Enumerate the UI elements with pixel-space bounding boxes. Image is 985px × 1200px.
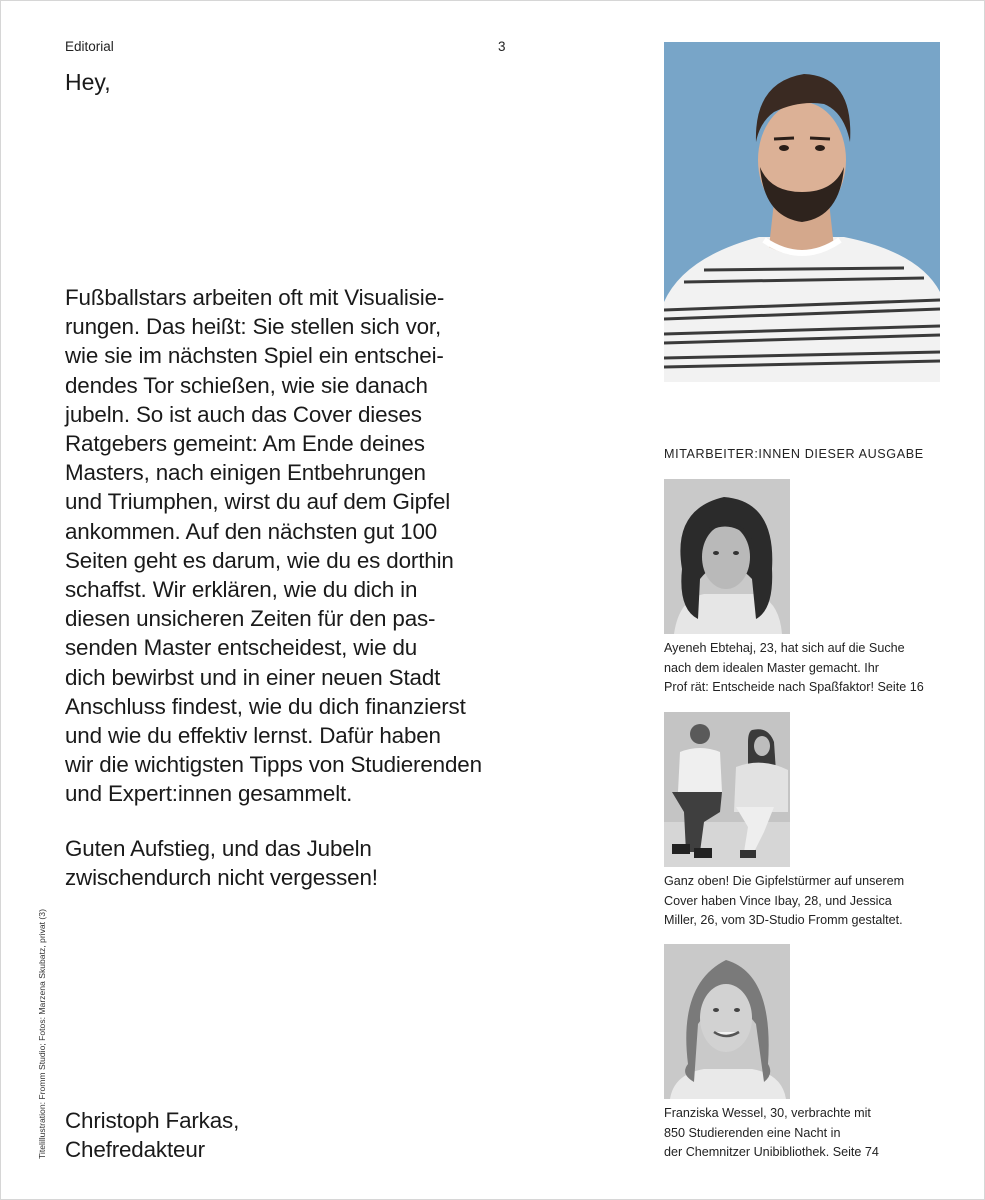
closing-line: Guten Aufstieg, und das Jubeln — [65, 836, 372, 861]
contributor-portrait-image — [664, 944, 790, 1099]
body-line: und Expert:innen gesammelt. — [65, 781, 353, 807]
body-line: schaffst. Wir erklären, wie du dich in — [65, 577, 418, 603]
body-line: jubeln. So ist auch das Cover dieses — [65, 401, 422, 427]
hero-photo — [664, 42, 940, 382]
closing-line: zwischendurch nicht vergessen! — [65, 865, 378, 891]
body-line: Anschluss findest, wie du dich finanzierst — [65, 693, 466, 719]
page-number: 3 — [498, 39, 506, 54]
body-line: Seiten geht es darum, wie du es dorthin — [65, 547, 454, 573]
signature — [65, 1106, 239, 1164]
caption-line: nach dem idealen Master gemacht. Ihr — [664, 660, 879, 675]
caption-line: 850 Studierenden eine Nacht in — [664, 1125, 841, 1140]
contributor-photo-cover-artists — [664, 712, 790, 867]
contributor-photo-franziska — [664, 944, 790, 1099]
caption-line: Miller, 26, vom 3D-Studio Fromm gestaltet. — [664, 913, 903, 928]
body-line: und Triumphen, wirst du auf dem Gipfel — [65, 489, 451, 515]
body-line: senden Master entscheidest, wie du — [65, 635, 418, 661]
contributor-caption — [664, 639, 964, 698]
caption-line: Ganz oben! Die Gipfelstürmer auf unserem — [664, 874, 905, 888]
contributor-caption — [664, 1104, 964, 1163]
contributor-group-image — [664, 712, 790, 867]
greeting: Hey, — [65, 69, 111, 95]
body-line: Ratgebers gemeint: Am Ende deines — [65, 431, 425, 457]
body-line: wir die wichtigsten Tipps von Studierenden — [65, 752, 482, 778]
editorial-body — [65, 283, 535, 809]
section-label: Editorial — [65, 39, 114, 54]
body-line: diesen unsicheren Zeiten für den pas- — [65, 606, 436, 632]
caption-line: Cover haben Vince Ibay, 28, und Jessica — [664, 893, 892, 908]
body-line: wie sie im nächsten Spiel ein entschei- — [65, 343, 444, 369]
signature-title: Chefredakteur — [65, 1137, 205, 1163]
body-line: rungen. Das heißt: Sie stellen sich vor, — [65, 314, 442, 340]
contributor-portrait-image — [664, 479, 790, 634]
body-line: dendes Tor schießen, wie sie danach — [65, 372, 428, 398]
body-line: Fußballstars arbeiten oft mit Visualisie- — [65, 285, 445, 310]
caption-line: Ayeneh Ebtehaj, 23, hat sich auf die Suche — [664, 641, 905, 655]
editorial-closing — [65, 834, 535, 892]
body-line: und wie du effektiv lernst. Dafür haben — [65, 723, 441, 749]
body-line: dich bewirbst und in einer neuen Stadt — [65, 664, 441, 690]
caption-line: der Chemnitzer Unibibliothek. Seite 74 — [664, 1145, 879, 1160]
caption-line: Prof rät: Entscheide nach Spaßfaktor! Seite 16 — [664, 680, 924, 695]
photo-credit: Titelillustration: Fromm Studio; Fotos: Marzena Skubatz, privat (3) — [37, 909, 47, 1159]
caption-line: Franziska Wessel, 30, verbrachte mit — [664, 1106, 871, 1120]
contributor-photo-ayeneh — [664, 479, 790, 634]
signature-name: Christoph Farkas, — [65, 1108, 240, 1133]
body-line: Masters, nach einigen Entbehrungen — [65, 460, 426, 486]
contributors-heading: MITARBEITER:INNEN DIESER AUSGABE — [664, 447, 924, 461]
editor-portrait-image — [664, 42, 940, 382]
contributor-caption — [664, 872, 964, 931]
body-line: ankommen. Auf den nächsten gut 100 — [65, 518, 438, 544]
